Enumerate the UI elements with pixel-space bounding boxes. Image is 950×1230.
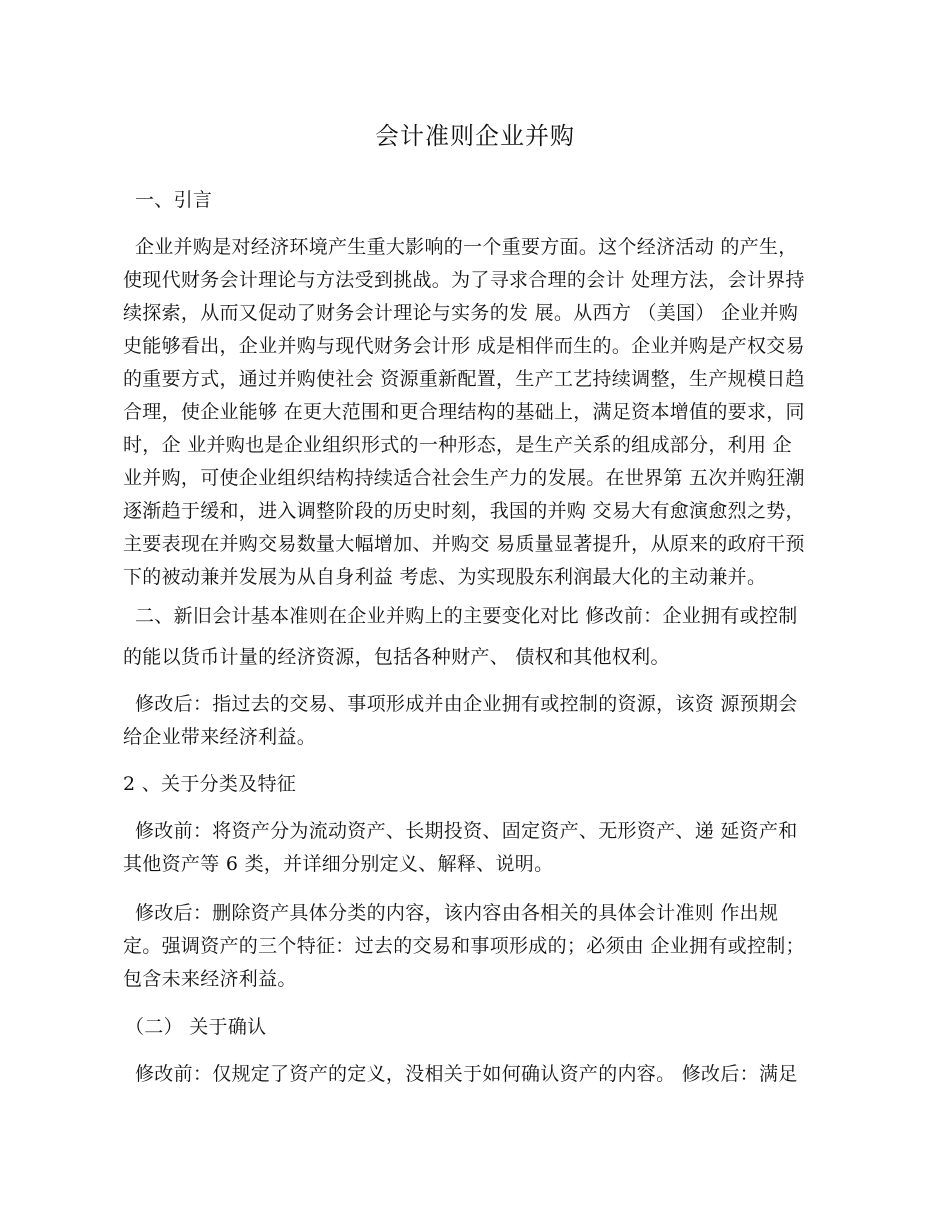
paragraph-line: 史能够看出，企业并购与现代财务会计形 成是相伴而生的。企业并购是产权交易: [123, 335, 805, 357]
section-heading-introduction: 一、引言: [135, 189, 213, 211]
paragraph-line: 其他资产等 6 类，并详细分别定义、解释、说明。: [123, 853, 554, 875]
paragraph-classification-after: [123, 897, 813, 996]
paragraph-comparison-intro: [123, 600, 813, 674]
paragraph-line: 逐渐趋于缓和，进入调整阶段的历史时刻，我国的并购 交易大有愈演愈烈之势，: [123, 500, 805, 522]
paragraph-line: 主要表现在并购交易数量大幅增加、并购交 易质量显著提升，从原来的政府干预: [123, 533, 805, 555]
paragraph-line: 给企业带来经济利益。: [123, 726, 317, 748]
paragraph-line: 下的被动兼并发展为从自身利益 考虑、为实现股东利润最大化的主动兼并。: [123, 566, 767, 588]
paragraph-line: 合理，使企业能够 在更大范围和更合理结构的基础上，满足资本增值的要求，同: [123, 401, 805, 423]
paragraph-line: 修改后：指过去的交易、事项形成并由企业拥有或控制的资源，该资 源预期会: [135, 693, 798, 715]
paragraph-line: 修改前：将资产分为流动资产、长期投资、固定资产、无形资产、递 延资产和: [135, 820, 798, 842]
paragraph-line: 业并购，可使企业组织结构持续适合社会生产力的发展。在世界第 五次并购狂潮: [123, 467, 805, 489]
paragraph-line: 修改前：仅规定了资产的定义，没相关于如何确认资产的内容。 修改后：满足: [135, 1063, 798, 1085]
paragraph-line: 的能以货币计量的经济资源，包括各种财产、 债权和其他权利。: [123, 646, 670, 668]
section-heading-classification: 2 、关于分类及特征: [123, 773, 297, 795]
paragraph-classification-before: [123, 815, 813, 881]
paragraph-line: 使现代财务会计理论与方法受到挑战。为了寻求合理的会计 处理方法，会计界持: [123, 269, 805, 291]
paragraph-line: 二、新旧会计基本准则在企业并购上的主要变化对比 修改前：企业拥有或控制: [135, 605, 798, 627]
paragraph-line: 企业并购是对经济环境产生重大影响的一个重要方面。这个经济活动 的产生，: [135, 236, 798, 258]
paragraph-line: 的重要方式，通过并购使社会 资源重新配置，生产工艺持续调整，生产规模日趋: [123, 368, 805, 390]
paragraph-line: 时，企 业并购也是企业组织形式的一种形态，是生产关系的组成部分，利用 企: [123, 434, 792, 456]
paragraph-line: 续探索，从而又促动了财务会计理论与实务的发 展。从西方 （美国） 企业并购: [123, 302, 799, 324]
document-title: 会计准则企业并购: [375, 122, 575, 150]
paragraph-definition-after: [123, 688, 813, 754]
paragraph-introduction: [123, 231, 813, 594]
section-heading-recognition: （二） 关于确认: [125, 1016, 267, 1038]
paragraph-recognition-before: [123, 1058, 813, 1091]
paragraph-line: 修改后：删除资产具体分类的内容，该内容由各相关的具体会计准则 作出规: [135, 902, 779, 924]
paragraph-line: 包含未来经济利益。: [123, 968, 297, 990]
paragraph-line: 定。强调资产的三个特征：过去的交易和事项形成的；必须由 企业拥有或控制；: [123, 935, 805, 957]
